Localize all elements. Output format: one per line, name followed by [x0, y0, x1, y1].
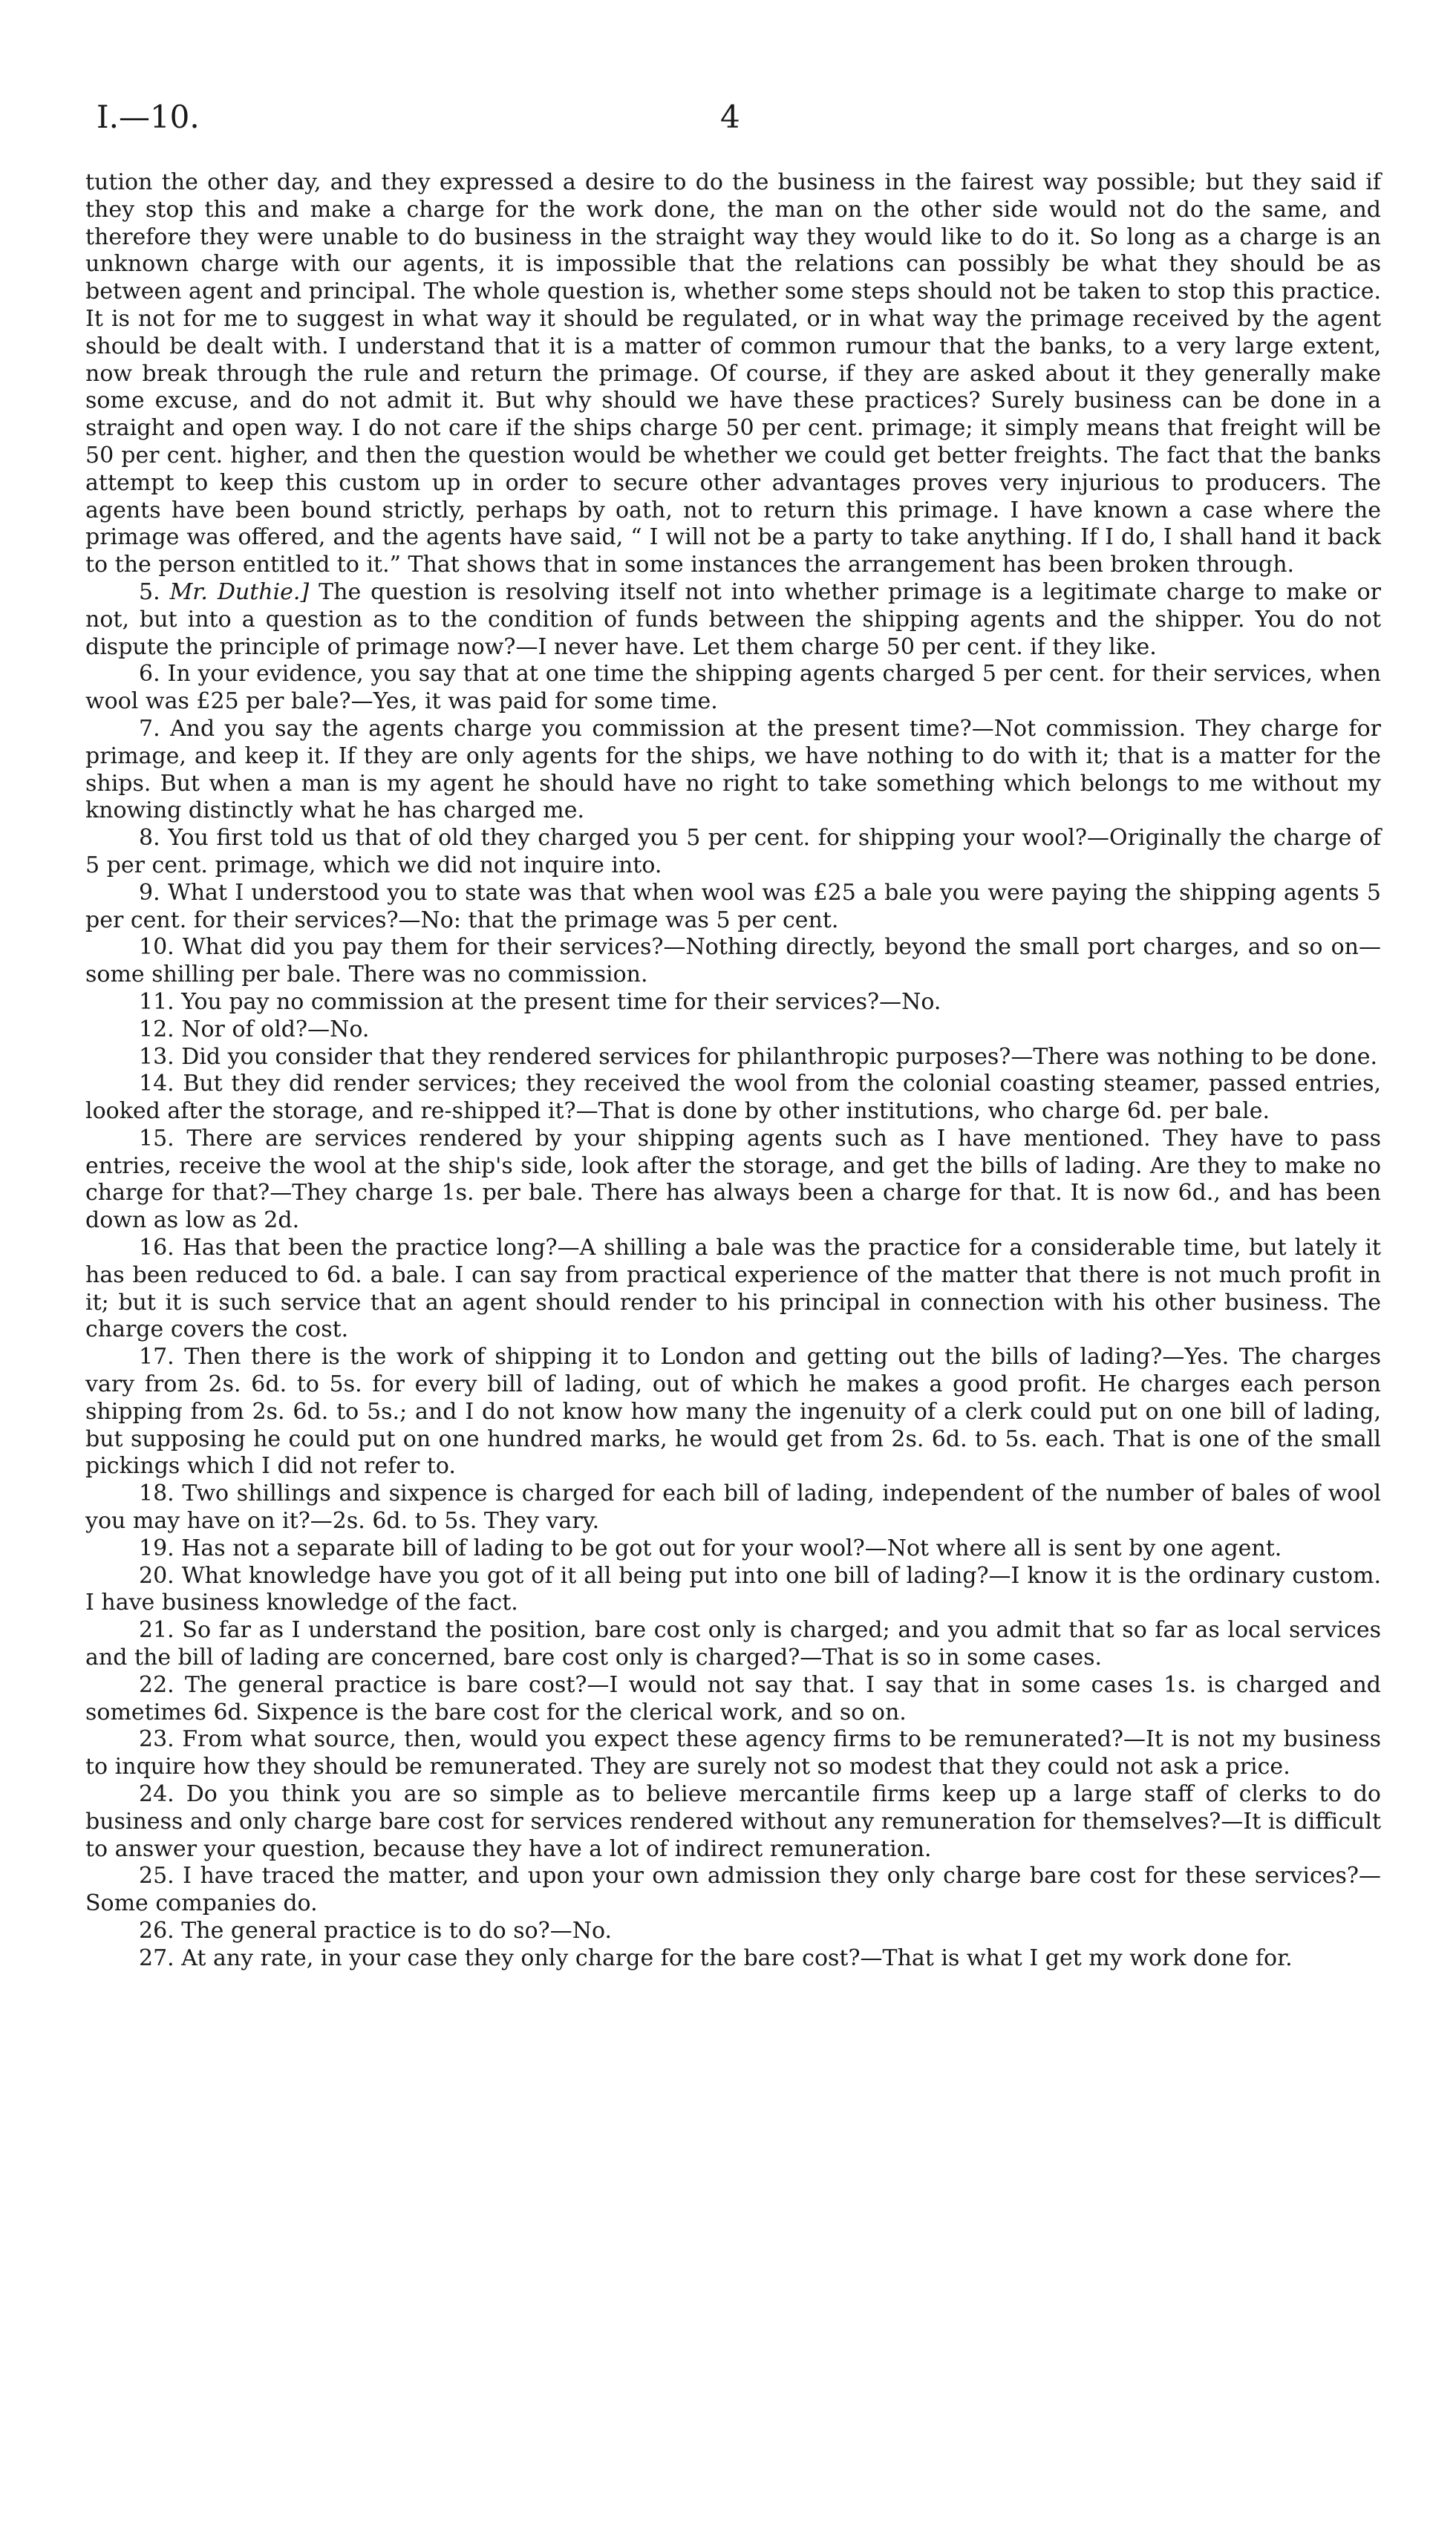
question-number: 12. [139, 1016, 182, 1042]
question-paragraph [85, 1535, 1381, 1563]
question-number: 13. [139, 1043, 182, 1070]
question-paragraph [85, 1044, 1381, 1071]
question-number: 7. [139, 715, 170, 742]
question-paragraph [85, 1781, 1381, 1863]
paragraph-text: What did you pay them for their services?—Nothing directly, beyond the small port charges, and so on—some shilling per bale. There was no commission. [85, 934, 1381, 988]
question-number: 15. [139, 1125, 187, 1152]
question-paragraph [85, 1016, 1381, 1044]
paragraph-text: Two shillings and sixpence is charged for each bill of lading, independent of the number of bales of wool you may have on it?—2s. 6d. to 5s. They vary. [85, 1480, 1381, 1535]
page-number: 4 [720, 99, 740, 135]
question-number: 19. [139, 1535, 182, 1561]
question-paragraph [85, 1071, 1381, 1126]
paragraph-text: There are services rendered by your shipping agents such as I have mentioned. They have to pass entries, receive the wool at the ship's side, look after the storage, and get the bills of lading. Are they to make no charge for that?—They charge 1s. per bale. There has always been a charge for that. It is now 6d., and has been down as low as 2d. [85, 1125, 1382, 1234]
question-paragraph [85, 1617, 1381, 1672]
question-number: 24. [139, 1781, 186, 1808]
paragraph-text: Do you think you are so simple as to believe mercantile firms keep up a large staff of clerks to do business and only charge bare cost for services rendered without any remuneration for themselves?—It is difficult to answer your question, because they have a lot of indirect remuneration. [85, 1781, 1381, 1862]
question-paragraph [85, 661, 1381, 716]
paragraph-text: The general practice is bare cost?—I would not say that. I say that in some cases 1s. is charged and sometimes 6d. Sixpence is the bare cost for the clerical work, and so on. [85, 1671, 1381, 1725]
question-number: 16. [139, 1235, 183, 1261]
question-paragraph [85, 1918, 1381, 1945]
paragraph-text: tution the other day, and they expressed a desire to do the business in the fairest way possible; but they said if they stop this and make a charge for the work done, the man on the other side would not do the same, and therefore they were unable to do business in the straight way they would like to do it. So long as a charge is an unknown charge with our agents, it is impossible that the relations can possibly be what they should be as between agent and principal. The whole question is, whether some steps should not be taken to stop this practice. It is not for me to suggest in what way it should be regulated, or in what way the primage received by the agent should be dealt with. I understand that it is a matter of common rumour that the banks, to a very large extent, now break through the rule and return the primage. Of course, if they are asked about it they generally make some excuse, and do not admit it. But why should we have these practices? Surely business can be done in a straight and open way. I do not care if the ships charge 50 per cent. primage; it simply means that freight will be 50 per cent. higher, and then the question would be whether we could get better freights. The fact that the banks attempt to keep this custom up in order to secure other advantages proves very injurious to producers. The agents have been bound strictly, perhaps by oath, not to return this primage. I have known a case where the primage was offered, and the agents have said, “ I will not be a party to take anything. If I do, I shall hand it back to the person entitled to it.” That shows that in some instances the arrangement has been broken through. [85, 169, 1381, 578]
question-paragraph [85, 1344, 1381, 1480]
question-number: 27. [139, 1944, 182, 1971]
question-number: 10. [139, 934, 183, 961]
question-number: 25. [139, 1863, 183, 1890]
question-paragraph [85, 1672, 1381, 1727]
paragraph-text: Has that been the practice long?—A shilling a bale was the practice for a considerable time, but lately it has been reduced to 6d. a bale. I can say from practical experience of the matter that there is not much profit in it; but it is such service that an agent should render to his principal in connection with his other business. The charge covers the cost. [85, 1235, 1381, 1343]
question-paragraph [85, 1480, 1381, 1535]
document-reference: I.—10. [97, 99, 200, 135]
question-paragraph [85, 825, 1381, 880]
question-paragraph [85, 1945, 1381, 1973]
paragraph-text: I have traced the matter, and upon your own admission they only charge bare cost for these services?—Some companies do. [85, 1863, 1381, 1917]
paragraph-text: What knowledge have you got of it all being put into one bill of lading?—I know it is the ordinary custom. I have business knowledge of the fact. [85, 1562, 1382, 1616]
question-number: 20. [139, 1562, 182, 1589]
paragraph-text: So far as I understand the position, bare cost only is charged; and you admit that so far as local services and the bill of lading are concerned, bare cost only is charged?—That is so in some cases. [85, 1617, 1381, 1671]
paragraph-text: The general practice is to do so?—No. [181, 1918, 613, 1944]
question-paragraph [85, 1563, 1381, 1618]
paragraph-text: Has not a separate bill of lading to be got out for your wool?—Not where all is sent by one agent. [181, 1535, 1282, 1561]
question-number: 14. [139, 1071, 183, 1097]
paragraph-continued [85, 169, 1381, 579]
question-number: 26. [139, 1918, 182, 1944]
paragraph-text: And you say the agents charge you commission at the present time?—Not commission. They charge for primage, and keep it. If they are only agents for the ships, we have nothing to do with it; that is a matter for the ships. But when a man is my agent he should have no right to take something which belongs to me without my knowing distinctly what he has charged me. [85, 715, 1381, 824]
question-number: 11. [139, 988, 182, 1015]
paragraph-text: What I understood you to state was that when wool was £25 a bale you were paying the shipping agents 5 per cent. for their services?—No: that the primage was 5 per cent. [85, 879, 1381, 933]
question-paragraph [85, 716, 1381, 825]
question-paragraph [85, 1863, 1381, 1918]
question-paragraph [85, 579, 1381, 661]
paragraph-text: Then there is the work of shipping it to London and getting out the bills of lading?—Yes. The charges vary from 2s. 6d. to 5s. for every bill of lading, out of which he makes a good profit. He charges each person shipping from 2s. 6d. to 5s.; and I do not know how many the ingenuity of a clerk could put on one bill of lading, but supposing he could put on one hundred marks, he would get from 2s. 6d. to 5s. each. That is one of the small pickings which I did not refer to. [85, 1344, 1381, 1480]
paragraph-text: In your evidence, you say that at one time the shipping agents charged 5 per cent. for their services, when wool was £25 per bale?—Yes, it was paid for some time. [85, 661, 1381, 715]
body-text [85, 169, 1381, 1973]
question-number: 6. [139, 661, 168, 688]
question-number: 8. [139, 825, 169, 852]
paragraph-text: Did you consider that they rendered services for philanthropic purposes?—There was nothing to be done. [181, 1043, 1378, 1070]
question-number: 5. [139, 578, 170, 605]
question-number: 22. [139, 1671, 186, 1698]
question-number: 23. [139, 1726, 183, 1753]
paragraph-text: But they did render services; they received the wool from the colonial coasting steamer, passed entries, looked after the storage, and re-shipped it?—That is done by other institutions, who charge 6d. per bale. [85, 1071, 1381, 1125]
paragraph-text: You first told us that of old they charged you 5 per cent. for shipping your wool?—Originally the charge of 5 per cent. primage, which we did not inquire into. [85, 825, 1381, 878]
question-number: 17. [139, 1344, 185, 1371]
paragraph-text: Nor of old?—No. [181, 1016, 370, 1042]
question-paragraph [85, 1235, 1381, 1344]
paragraph-text: The question is resolving itself not into whether primage is a legitimate charge to make or not, but into a question as to the condition of funds between the shipping agents and the shipper. You do not dispute the principle of primage now?—I never have. Let them charge 50 per cent. if they like. [85, 578, 1381, 660]
page-header [97, 95, 1403, 147]
speaker-name: Mr. Duthie.] [169, 578, 310, 605]
question-number: 9. [139, 879, 168, 906]
question-paragraph [85, 989, 1381, 1016]
question-paragraph [85, 880, 1381, 935]
question-paragraph [85, 1726, 1381, 1781]
question-number: 21. [139, 1617, 183, 1644]
paragraph-text: From what source, then, would you expect these agency firms to be remunerated?—It is not my business to inquire how they should be remunerated. They are surely not so modest that they could not ask a price. [85, 1726, 1382, 1780]
question-paragraph [85, 1126, 1381, 1235]
paragraph-text: You pay no commission at the present time for their services?—No. [181, 988, 941, 1015]
question-paragraph [85, 934, 1381, 989]
paragraph-text: At any rate, in your case they only charge for the bare cost?—That is what I get my work done for. [181, 1944, 1293, 1971]
question-number: 18. [139, 1480, 183, 1507]
